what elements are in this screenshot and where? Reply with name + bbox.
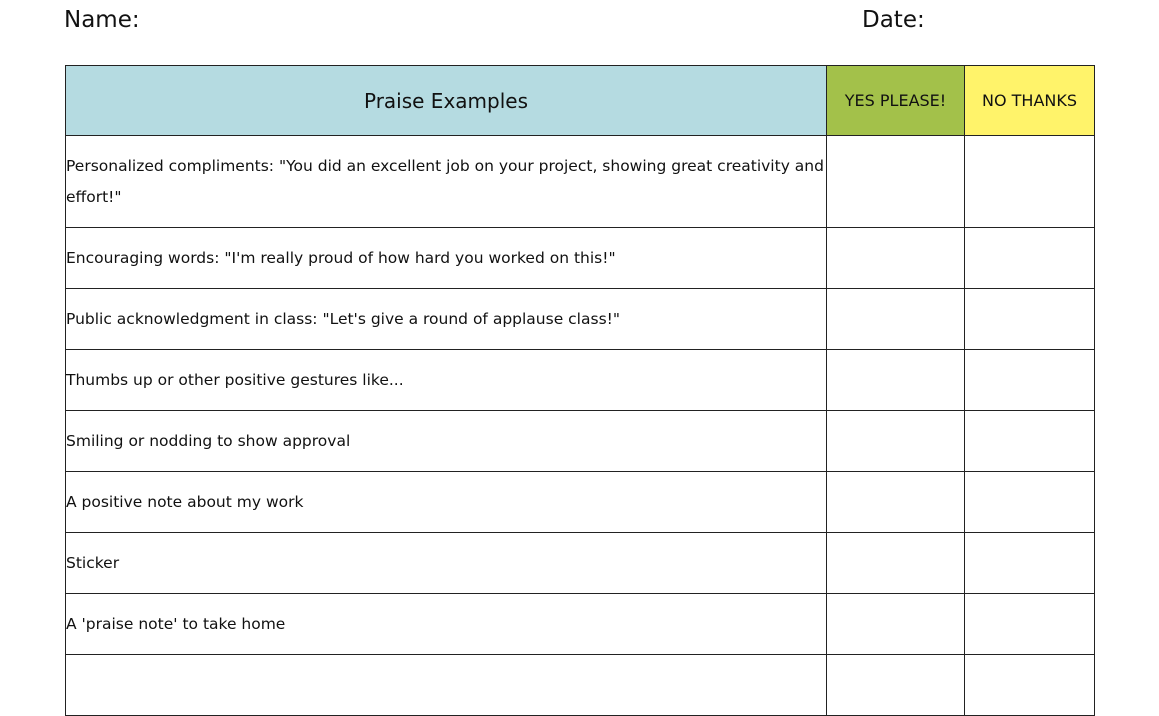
no-thanks-cell[interactable]: [965, 228, 1095, 289]
table-header-row: [66, 66, 1095, 136]
praise-example-text: [66, 655, 827, 716]
column-header-no-thanks: NO THANKS: [965, 66, 1095, 136]
table-row: [66, 228, 1095, 289]
no-thanks-cell[interactable]: [965, 655, 1095, 716]
praise-example-text: Encouraging words: "I'm really proud of how hard you worked on this!": [66, 228, 827, 289]
praise-example-text: Sticker: [66, 533, 827, 594]
praise-example-text: Personalized compliments: "You did an excellent job on your project, showing great creativity and effort!": [66, 136, 827, 228]
yes-please-cell[interactable]: [827, 411, 965, 472]
no-thanks-cell[interactable]: [965, 472, 1095, 533]
no-thanks-cell[interactable]: [965, 136, 1095, 228]
date-label: Date:: [862, 7, 925, 33]
table-row: [66, 411, 1095, 472]
yes-please-cell[interactable]: [827, 136, 965, 228]
praise-example-text: Thumbs up or other positive gestures like...: [66, 350, 827, 411]
no-thanks-cell[interactable]: [965, 411, 1095, 472]
table-row: [66, 472, 1095, 533]
yes-please-cell[interactable]: [827, 472, 965, 533]
no-thanks-cell[interactable]: [965, 289, 1095, 350]
no-thanks-cell[interactable]: [965, 533, 1095, 594]
table-row: [66, 594, 1095, 655]
praise-table: [65, 65, 1095, 716]
yes-please-cell[interactable]: [827, 594, 965, 655]
no-thanks-cell[interactable]: [965, 594, 1095, 655]
table-row: [66, 136, 1095, 228]
column-header-yes-please: YES PLEASE!: [827, 66, 965, 136]
column-header-praise-examples: Praise Examples: [66, 66, 827, 136]
praise-example-text: A positive note about my work: [66, 472, 827, 533]
name-label: Name:: [64, 7, 140, 33]
praise-example-text: Smiling or nodding to show approval: [66, 411, 827, 472]
praise-example-text: Public acknowledgment in class: "Let's give a round of applause class!": [66, 289, 827, 350]
yes-please-cell[interactable]: [827, 289, 965, 350]
no-thanks-cell[interactable]: [965, 350, 1095, 411]
yes-please-cell[interactable]: [827, 350, 965, 411]
yes-please-cell[interactable]: [827, 228, 965, 289]
table-row: [66, 289, 1095, 350]
table-row: [66, 350, 1095, 411]
table-row: [66, 655, 1095, 716]
yes-please-cell[interactable]: [827, 655, 965, 716]
yes-please-cell[interactable]: [827, 533, 965, 594]
table-row: [66, 533, 1095, 594]
praise-example-text: A 'praise note' to take home: [66, 594, 827, 655]
